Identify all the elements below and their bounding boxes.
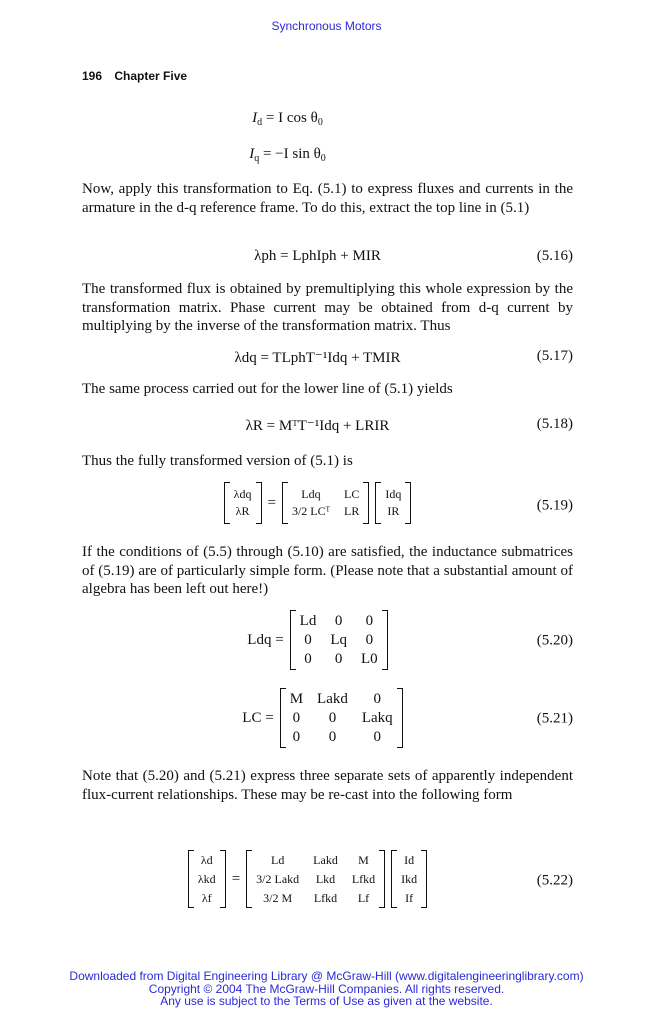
- vector-current: Idq IR: [375, 482, 411, 524]
- equation-number: (5.16): [536, 248, 573, 264]
- page-number: 196: [82, 69, 103, 83]
- equation-number: (5.17): [536, 348, 573, 364]
- matrix-lc: M Lakd 0 0 0 Lakq 0 0 0: [280, 688, 403, 748]
- equation-5-22: λd λkd λf = Ld Lakd M 3/2 Lakd Lkd Lfkd 3/2 M Lfkd Lf Id Ikd If (5.22): [82, 850, 573, 912]
- paragraph-1: Now, apply this transformation to Eq. (5.1) to express fluxes and currents in the armature in the d-q reference frame. To do this, extract the top line in (5.1): [82, 181, 573, 216]
- equation-number: (5.18): [536, 416, 573, 432]
- chapter-label: Chapter Five: [114, 69, 188, 83]
- vector-flux: λd λkd λf: [188, 850, 226, 908]
- equation-5-19: λdq λR = Ldq LC 3/2 LCᵀ LR Idq IR (5.19): [82, 482, 573, 530]
- equation-number: (5.20): [536, 632, 573, 649]
- equation-number: (5.19): [536, 497, 573, 514]
- vector-lambda: λdq λR: [224, 482, 262, 524]
- paragraph-6: Note that (5.20) and (5.21) express three separate sets of apparently independent flux-current relationships. These may be re-cast into the following form: [82, 768, 573, 803]
- equation-5-21: LC = M Lakd 0 0 0 Lakq 0 0 0 (5.21): [82, 688, 573, 750]
- download-footer: [0, 970, 653, 1008]
- running-head: [82, 69, 187, 83]
- footer-line-3: Any use is subject to the Terms of Use as given at the website.: [160, 994, 493, 1008]
- running-header-title: Synchronous Motors: [271, 19, 382, 33]
- paragraph-5: If the conditions of (5.5) through (5.10) are satisfied, the inductance submatrices of (5.19) are of particularly simple form. (Please note that a substantial amount of algebra has been left out here!): [82, 544, 573, 597]
- footer-line-2: Copyright © 2004 The McGraw-Hill Companies. All rights reserved.: [148, 981, 505, 996]
- equation-number: (5.22): [536, 872, 573, 889]
- matrix-ldq: Ld 0 0 0 Lq 0 0 0 L0: [290, 610, 388, 670]
- vector-field-current: Id Ikd If: [391, 850, 427, 908]
- footer-line-1[interactable]: Downloaded from Digital Engineering Library @ McGraw-Hill (www.digitalengineeringlibrary.com): [69, 969, 584, 983]
- paragraph-3: The same process carried out for the lower line of (5.1) yields: [82, 381, 453, 397]
- matrix-field: Ld Lakd M 3/2 Lakd Lkd Lfkd 3/2 M Lfkd Lf: [246, 850, 385, 908]
- paragraph-2: The transformed flux is obtained by premultiplying this whole expression by the transformation matrix. Phase current may be obtained from d-q current by multiplying by the inverse of the transformation matrix. Thus: [82, 281, 573, 334]
- matrix-inductance: Ldq LC 3/2 LCᵀ LR: [282, 482, 369, 524]
- equation-5-20: Ldq = Ld 0 0 0 Lq 0 0 0 L0 (5.20): [82, 610, 573, 672]
- paragraph-4: Thus the fully transformed version of (5.1) is: [82, 453, 353, 469]
- equation-number: (5.21): [536, 710, 573, 727]
